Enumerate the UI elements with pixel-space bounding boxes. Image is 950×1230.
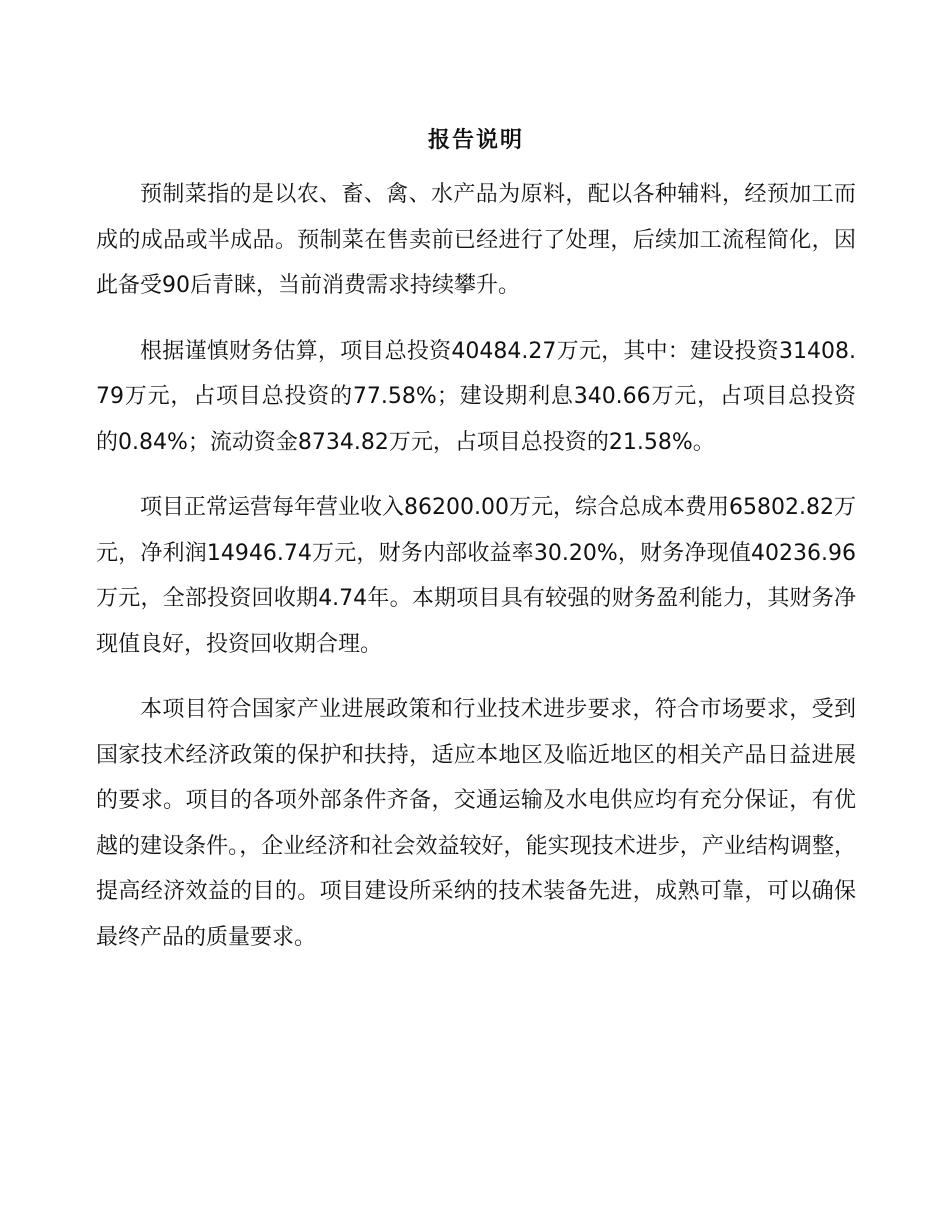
paragraph-revenue: 项目正常运营每年营业收入86200.00万元，综合总成本费用65802.82万元，净利润14946.74万元，财务内部收益率30.20%，财务净现值40236.96万元，全部投资回收期4.74年。本期项目具有较强的财务盈利能力，其财务净现值良好，投资回收期合理。 — [96, 495, 856, 657]
paragraph-investment: 根据谨慎财务估算，项目总投资40484.27万元，其中：建设投资31408.79万元，占项目总投资的77.58%；建设期利息340.66万元，占项目总投资的0.84%；流动资金8734.82万元，占项目总投资的21.58%。 — [96, 338, 856, 455]
page-title: 报告说明 — [427, 128, 524, 153]
report-page — [96, 118, 856, 980]
paragraph-intro: 预制菜指的是以农、畜、禽、水产品为原料，配以各种辅料，经预加工而成的成品或半成品。预制菜在售卖前已经进行了处理，后续加工流程简化，因此备受90后青睐，当前消费需求持续攀升。 — [96, 182, 856, 298]
paragraph-assessment: 本项目符合国家产业进展政策和行业技术进步要求，符合市场要求，受到国家技术经济政策的保护和扶持，适应本地区及临近地区的相关产品日益进展的要求。项目的各项外部条件齐备，交通运输及水电供应均有充分保证，有优越的建设条件。，企业经济和社会效益较好，能实现技术进步，产业结构调整，提高经济效益的目的。项目建设所采纳的技术装备先进，成熟可靠，可以确保最终产品的质量要求。 — [96, 697, 856, 950]
